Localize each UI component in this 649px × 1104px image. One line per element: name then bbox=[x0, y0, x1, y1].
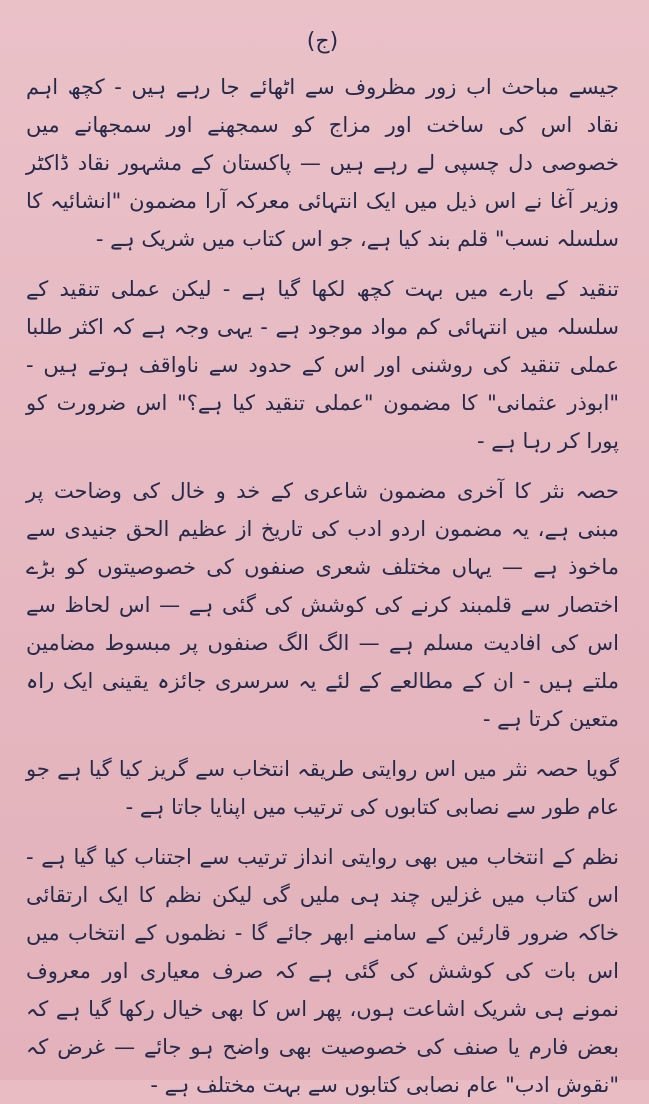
paragraph: حصہ نثر کا آخری مضمون شاعری کے خد و خال کی وضاحت پر مبنی ہے، یہ مضمون اردو ادب کی تاریخ از عظیم الحق جنیدی سے ماخوذ ہے — یہاں مختلف شعری صنفوں کی خصوصیتوں کو بڑے اختصار سے قلمبند کرنے کی کوشش کی گئی ہے — اس لحاظ سے اس کی افادیت مسلم ہے — الگ الگ صنفوں پر مبسوط مضامین ملتے ہیں - ان کے مطالعے کے لئے یہ سرسری جائزہ یقینی ایک راہ متعین کرتا ہے - bbox=[26, 479, 619, 731]
paragraph: جیسے مباحث اب زور مظروف سے اٹھائے جا رہے ہیں - کچھ اہم نقاد اس کی ساخت اور مزاج کو سمجھنے اور سمجھانے میں خصوصی دل چسپی لے رہے ہیں — پاکستان کے مشہور نقاد ڈاکٹر وزیر آغا نے اس ذیل میں ایک انتہائی معرکہ آرا مضمون "انشائیہ کا سلسلہ نسب" قلم بند کیا ہے، جو اس کتاب میں شریک ہے - bbox=[26, 75, 619, 251]
body-text bbox=[26, 68, 619, 1104]
page-number: (ج) bbox=[306, 29, 339, 54]
paragraph: نظم کے انتخاب میں بھی روایتی انداز ترتیب سے اجتناب کیا گیا ہے - اس کتاب میں غزلیں چند ہی ملیں گی لیکن نظم کا ایک ارتقائی خاکہ ضرور قارئین کے سامنے ابھر جائے گا - نظموں کے انتخاب میں اس بات کی کوشش کی گئی ہے کہ صرف معیاری اور معروف نمونے ہی شریک اشاعت ہوں، پھر اس کا بھی خیال رکھا گیا ہے کہ بعض فارم یا صنف کی خصوصیت بھی واضح ہو جائے — غرض کہ "نقوش ادب" عام نصابی کتابوں سے بہت مختلف ہے - bbox=[26, 845, 619, 1097]
paragraph: تنقید کے بارے میں بہت کچھ لکھا گیا ہے - لیکن عملی تنقید کے سلسلہ میں انتہائی کم مواد موجود ہے - یہی وجہ ہے کہ اکثر طلبا عملی تنقید کی روشنی اور اس کے حدود سے ناواقف ہوتے ہیں - "ابوذر عثمانی" کا مضمون "عملی تنقید کیا ہے؟" اس ضرورت کو پورا کر رہا ہے - bbox=[26, 277, 619, 453]
paragraph: گویا حصہ نثر میں اس روایتی طریقہ انتخاب سے گریز کیا گیا ہے جو عام طور سے نصابی کتابوں کی ترتیب میں اپنایا جاتا ہے - bbox=[26, 757, 619, 819]
